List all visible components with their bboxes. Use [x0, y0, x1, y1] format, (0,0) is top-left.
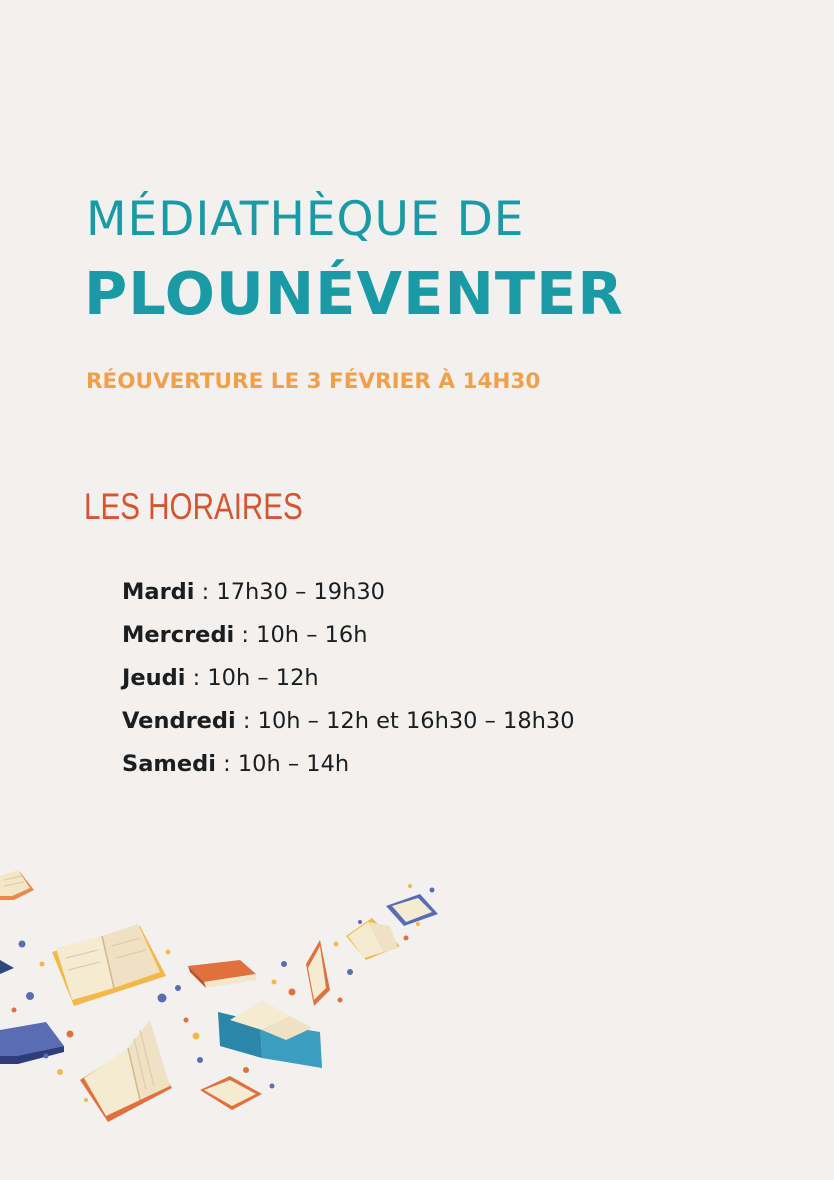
flying-books-illustration: [0, 860, 460, 1140]
book-icon: [0, 960, 14, 974]
schedule-heading: LES HORAIRES: [84, 486, 303, 527]
day-label: Jeudi: [122, 665, 186, 691]
hours-row-mercredi: [122, 617, 575, 660]
book-icon: [188, 960, 256, 988]
open-book-icon: [218, 1000, 322, 1068]
open-book-icon: [346, 918, 400, 960]
separator: :: [185, 665, 208, 691]
book-icon: [0, 870, 34, 900]
day-label: Mardi: [122, 579, 195, 605]
book-icon: [0, 1022, 64, 1064]
hours-row-mardi: [122, 574, 575, 617]
reopening-subtitle: RÉOUVERTURE LE 3 FÉVRIER À 14H30: [86, 369, 541, 394]
page-title-line1: MÉDIATHÈQUE DE: [86, 192, 525, 247]
hours-value: 10h – 12h et 16h30 – 18h30: [257, 708, 575, 734]
separator: :: [235, 708, 258, 734]
day-label: Vendredi: [122, 708, 236, 734]
hours-value: 17h30 – 19h30: [216, 579, 385, 605]
book-icon: [306, 940, 330, 1006]
separator: :: [194, 579, 217, 605]
hours-row-vendredi: [122, 703, 575, 746]
book-icon: [200, 1076, 262, 1110]
day-label: Samedi: [122, 751, 216, 777]
day-label: Mercredi: [122, 622, 235, 648]
hours-value: 10h – 16h: [256, 622, 368, 648]
hours-value: 10h – 14h: [237, 751, 350, 777]
open-book-icon: [52, 924, 166, 1006]
hours-value: 10h – 12h: [207, 665, 319, 691]
opening-hours-list: [122, 574, 575, 789]
hours-row-jeudi: [122, 660, 575, 703]
separator: :: [234, 622, 257, 648]
open-book-icon: [80, 1020, 172, 1122]
separator: :: [215, 751, 238, 777]
hours-row-samedi: [122, 746, 575, 789]
page-title-line2: PLOUNÉVENTER: [84, 259, 624, 328]
book-icon: [386, 894, 438, 926]
